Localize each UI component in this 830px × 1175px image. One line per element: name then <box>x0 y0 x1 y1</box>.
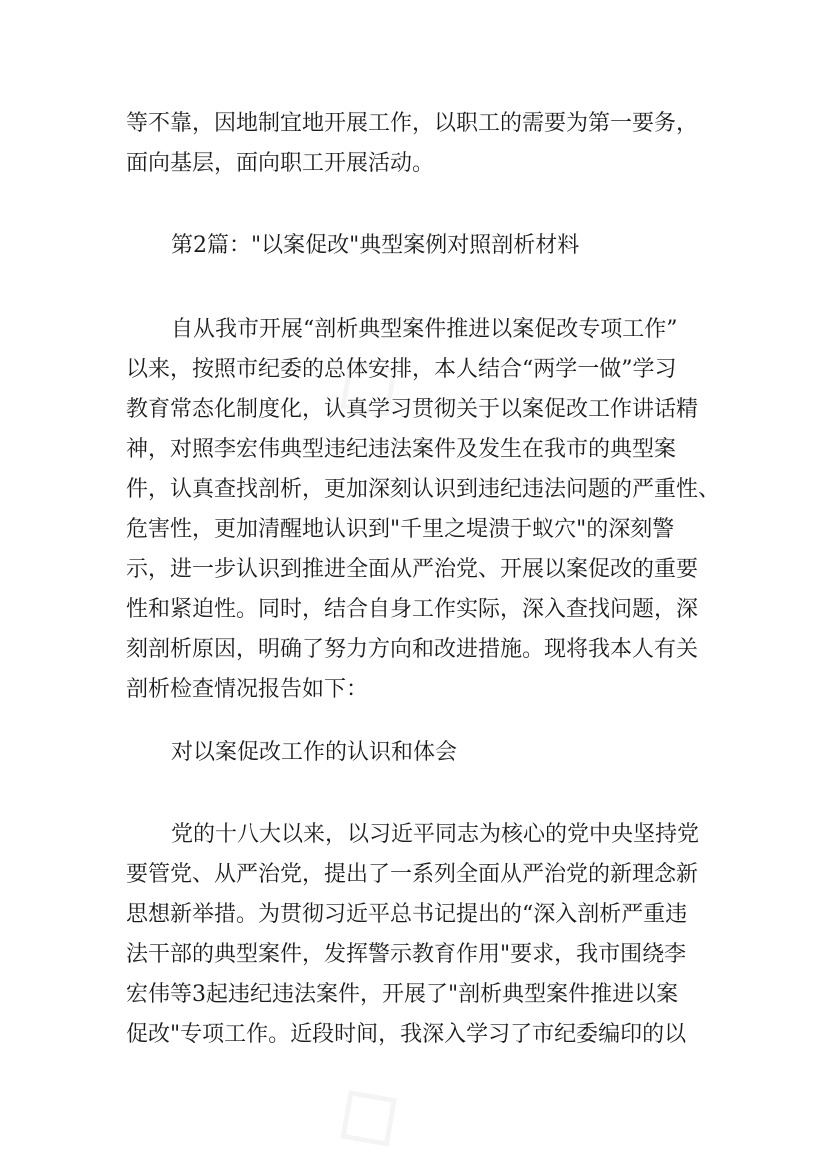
para2-line-9: 刻剖析原因，明确了努力方向和改进措施。现将我本人有关 <box>126 637 699 662</box>
para3-line-2: 要管党、从严治党，提出了一系列全面从严治党的新理念新 <box>126 862 699 887</box>
section-heading-2: 对以案促改工作的认识和体会 <box>171 740 458 765</box>
para2-line-2: 以来，按照市纪委的总体安排，本人结合“两学一做”学习 <box>126 357 677 382</box>
para3-line-1: 党的十八大以来，以习近平同志为核心的党中央坚持党 <box>171 822 700 847</box>
para2-line-10: 剖析检查情况报告如下： <box>126 677 369 702</box>
para3-line-4: 法干部的典型案件，发挥警示教育作用"要求，我市围绕李 <box>126 942 687 967</box>
para2-line-5: 件，认真查找剖析，更加深刻认识到违纪违法问题的严重性、 <box>126 477 721 502</box>
para2-line-4: 神，对照李宏伟典型违纪违法案件及发生在我市的典型案 <box>126 437 677 462</box>
para2-line-3: 教育常态化制度化，认真学习贯彻关于以案促改工作讲话精 <box>126 397 699 422</box>
watermark: ◇ <box>306 1049 424 1175</box>
para3-line-3: 思想新举措。为贯彻习近平总书记提出的“深入剖析严重违 <box>126 902 688 927</box>
para1-line-1: 等不靠，因地制宜地开展工作，以职工的需要为第一要务， <box>126 111 699 136</box>
para3-line-5: 宏伟等3起违纪违法案件，开展了"剖析典型案件推进以案 <box>126 982 679 1007</box>
para2-line-1: 自从我市开展“剖析典型案件推进以案促改专项工作” <box>171 317 678 342</box>
para2-line-6: 危害性，更加清醒地认识到"千里之堤溃于蚁穴"的深刻警 <box>126 517 675 542</box>
watermark: ◇ <box>306 319 424 446</box>
section-heading-1: 第2篇："以案促改"典型案例对照剖析材料 <box>171 233 580 258</box>
para1-line-2: 面向基层，面向职工开展活动。 <box>126 151 435 176</box>
para2-line-7: 示，进一步认识到推进全面从严治党、开展以案促改的重要 <box>126 557 699 582</box>
para2-line-8: 性和紧迫性。同时，结合自身工作实际，深入查找问题，深 <box>126 597 699 622</box>
para3-line-6: 促改"专项工作。近段时间，我深入学习了市纪委编印的以 <box>126 1022 687 1047</box>
